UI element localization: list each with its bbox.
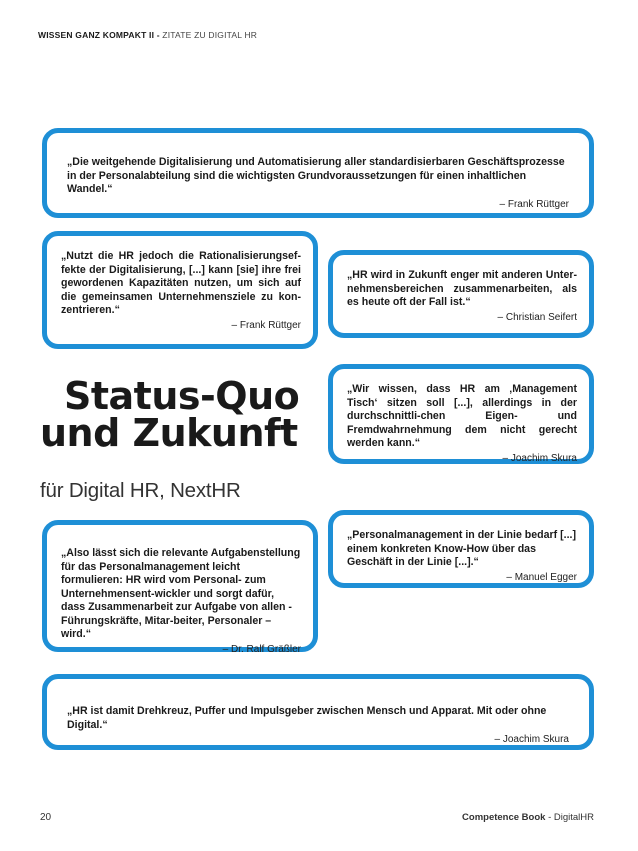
quote-bubble-3: [328, 250, 594, 338]
quote-text: „HR ist damit Drehkreuz, Puffer und Impulsgeber zwischen Mensch und Apparat. Mit oder ohne Digital.“: [67, 705, 547, 731]
quote-bubble-1: [42, 128, 594, 218]
footer-book: Competence Book: [462, 812, 546, 823]
page-title-line-1: Status-Quo: [64, 374, 300, 418]
quote-text: „Die weitgehende Digitalisierung und Automatisierung aller standardisierbaren Geschäftsprozesse in der Personalabteilung sind die wichtigsten Grundvoraussetzungen für einen inhaltlichen Wandel.“: [67, 156, 565, 195]
running-header: [38, 30, 257, 40]
title-block: [40, 374, 320, 455]
page-title-line-2: und Zukunft: [40, 411, 298, 455]
quote-bubble-7: [42, 674, 594, 750]
quote-text: „Nutzt die HR jedoch die Rationalisierungsef-fekte der Digitalisierung, [...] kann [sie] ihre frei gewordenen Kapazitäten nutzen, um sich auf die gemeinsamen Unternehmensziele zu kon-zentrieren.“: [61, 250, 301, 316]
header-section: WISSEN GANZ KOMPAKT II -: [38, 30, 160, 40]
quote-bubble-5: [328, 510, 594, 588]
quote-text: „Personalmanagement in der Linie bedarf [...] einem konkreten Know-How über das Geschäft in der Linie [...].“: [347, 529, 576, 568]
quote-author: – Joachim Skura: [494, 734, 569, 745]
quote-author: – Christian Seifert: [497, 311, 577, 323]
quote-author: – Manuel Egger: [506, 571, 577, 583]
quote-text: „HR wird in Zukunft enger mit anderen Unter-nehmensbereichen zusammenarbeiten, als es heute oft der Fall ist.“: [347, 269, 577, 308]
page-number: 20: [40, 812, 52, 823]
quote-text: „Also lässt sich die relevante Aufgabenstellung für das Personalmanagement leicht formulieren: HR wird vom Personal- zum Unternehmensent-wickler und sorgt dafür, dass Zusammenarbeit zur Aufgabe von allen - Führungskräfte, Mitar-beiter, Personaler – wird.“: [61, 547, 301, 640]
quote-author: – Joachim Skura: [502, 452, 577, 464]
page-subtitle: für Digital HR, NextHR: [40, 479, 241, 502]
quote-author: – Frank Rüttger: [231, 319, 301, 331]
header-topic: ZITATE ZU DIGITAL HR: [159, 30, 258, 40]
quote-bubble-4: [328, 364, 594, 464]
quote-author: – Dr. Ralf Gräßler: [222, 643, 301, 655]
quote-bubble-2: [42, 231, 318, 349]
footer-suffix: - DigitalHR: [545, 812, 594, 823]
quote-bubble-6: [42, 520, 318, 655]
running-footer: [462, 812, 594, 823]
quote-text: „Wir wissen, dass HR am ‚Management Tisch‘ sitzen soll [...], allerdings in der durchschnittli-chen Eigen- und Fremdwahrnehmung dem nicht gerecht werden kann.“: [347, 383, 577, 449]
quote-author: – Frank Rüttger: [499, 198, 569, 210]
